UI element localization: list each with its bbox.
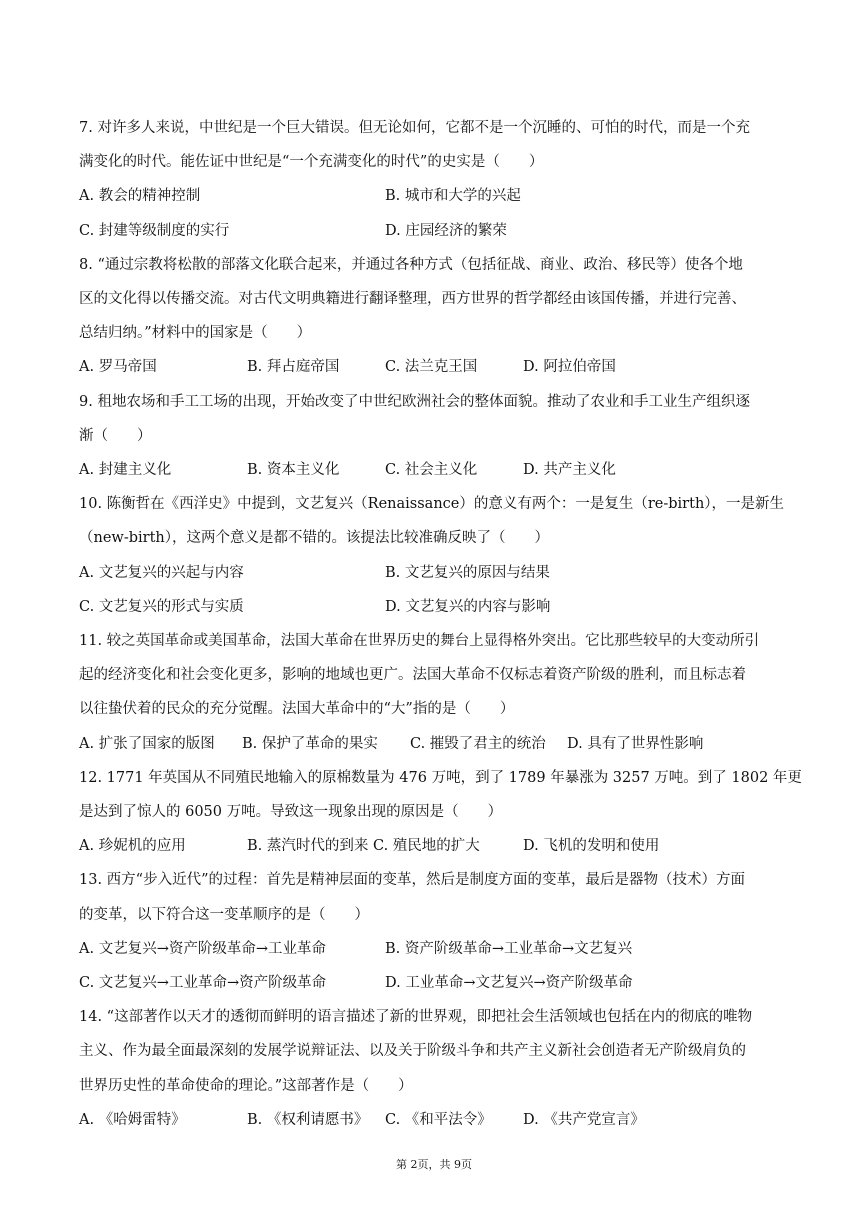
- option-d: D. 庄园经济的繁荣: [385, 222, 507, 239]
- option-d: D. 阿拉伯帝国: [523, 359, 616, 376]
- option-a: A. 罗马帝国: [79, 359, 157, 376]
- options-row: [79, 590, 789, 624]
- option-c: C. 《和平法令》: [385, 1111, 492, 1128]
- option-b: B. 拜占庭帝国: [247, 359, 340, 376]
- option-d: D. 具有了世界性影响: [567, 735, 704, 752]
- option-d: D. 共产主义化: [523, 461, 616, 478]
- option-b: B. 城市和大学的兴起: [385, 188, 521, 205]
- options-row: [79, 829, 789, 863]
- question-text: 主义、作为最全面最深刻的发展学说辩证法、以及关于阶级斗争和共产主义新社会创造者无产阶级肩负的: [79, 1043, 746, 1060]
- option-a: A. 文艺复兴的兴起与内容: [79, 564, 244, 581]
- option-a: A. 珍妮机的应用: [79, 838, 186, 855]
- question-text: 8. “通过宗教将松散的部落文化联合起来，并通过各种方式（包括征战、商业、政治、移民等）使各个地: [79, 256, 743, 273]
- question-text: 总结归纳。”材料中的国家是（ ）: [79, 325, 312, 342]
- option-c: C. 文艺复兴的形式与实质: [79, 598, 244, 615]
- question-13: [79, 863, 789, 1000]
- question-text: 11. 较之英国革命或美国革命，法国大革命在世界历史的舞台上显得格外突出。它比那些较早的大变动所引: [79, 632, 760, 649]
- option-c: C. 殖民地的扩大: [373, 838, 480, 855]
- option-c: C. 封建等级制度的实行: [79, 222, 230, 239]
- question-text: 渐（ ）: [79, 427, 152, 444]
- option-b: B. 《权利请愿书》: [247, 1111, 369, 1128]
- option-a: A. 教会的精神控制: [79, 188, 201, 205]
- options-row: [79, 556, 789, 590]
- option-d: D. 《共产党宣言》: [523, 1111, 645, 1128]
- options-row: [79, 214, 789, 248]
- question-text: 7. 对许多人来说，中世纪是一个巨大错误。但无论如何，它都不是一个沉睡的、可怕的时代，而是一个充: [79, 120, 750, 136]
- question-text: 14. “这部著作以天才的透彻而鲜明的语言描述了新的世界观，即把社会生活领域也包括在内的彻底的唯物: [79, 1009, 753, 1026]
- option-a: A. 扩张了国家的版图: [79, 735, 215, 752]
- options-row: [79, 350, 789, 384]
- option-b: B. 蒸汽时代的到来: [247, 838, 369, 855]
- question-11: [79, 624, 789, 761]
- question-10: [79, 487, 789, 624]
- question-12: [79, 761, 802, 864]
- option-d: D. 文艺复兴的内容与影响: [385, 598, 551, 615]
- question-text: 世界历史性的革命使命的理论。”这部著作是（ ）: [79, 1077, 413, 1094]
- options-row: [79, 966, 789, 1000]
- question-text: 9. 租地农场和手工工场的出现，开始改变了中世纪欧洲社会的整体面貌。推动了农业和手工业生产组织逐: [79, 393, 750, 410]
- option-c: C. 法兰克王国: [385, 359, 478, 376]
- question-text: 区的文化得以传播交流。对古代文明典籍进行翻译整理，西方世界的哲学都经由该国传播，并进行完善、: [79, 290, 746, 307]
- options-row: [79, 727, 789, 761]
- option-c: C. 摧毁了君主的统治: [410, 735, 546, 752]
- option-c: C. 文艺复兴→工业革命→资产阶级革命: [79, 974, 327, 991]
- option-a: A. 封建主义化: [79, 461, 172, 478]
- option-a: A. 《哈姆雷特》: [79, 1111, 186, 1128]
- question-text: （new-birth），这两个意义是都不错的。该提法比较准确反映了（ ）: [79, 530, 549, 547]
- page-number: 第 2页，共 9页: [396, 1158, 472, 1171]
- option-c: C. 社会主义化: [385, 461, 478, 478]
- question-text: 以往蛰伏着的民众的充分觉醒。法国大革命中的“大”指的是（ ）: [79, 701, 515, 718]
- option-b: B. 资本主义化: [247, 461, 340, 478]
- question-7: [79, 111, 789, 248]
- option-b: B. 资产阶级革命→工业革命→文艺复兴: [385, 940, 633, 957]
- option-b: B. 文艺复兴的原因与结果: [385, 564, 550, 581]
- page-footer: [0, 1156, 868, 1172]
- question-14: [79, 1000, 789, 1137]
- option-d: D. 飞机的发明和使用: [523, 838, 660, 855]
- question-text: 是达到了惊人的 6050 万吨。导致这一现象出现的原因是（ ）: [79, 803, 503, 820]
- question-text: 12. 1771 年英国从不同殖民地输入的原棉数量为 476 万吨，到了 1789 年暴涨为 3257 万吨。到了 1802 年更: [79, 769, 802, 786]
- question-text: 10. 陈衡哲在《西洋史》中提到，文艺复兴（Renaissance）的意义有两个：一是复生（re-birth），一是新生: [79, 496, 785, 513]
- options-row: [79, 1103, 789, 1137]
- option-d: D. 工业革命→文艺复兴→资产阶级革命: [385, 974, 633, 991]
- question-8: [79, 248, 789, 385]
- options-row: [79, 932, 789, 966]
- question-text: 13. 西方“步入近代”的过程：首先是精神层面的变革，然后是制度方面的变革，最后是器物（技术）方面: [79, 872, 745, 889]
- question-text: 的变革，以下符合这一变革顺序的是（ ）: [79, 906, 369, 923]
- document-body: [79, 111, 802, 1137]
- question-text: 起的经济变化和社会变化更多，影响的地域也更广。法国大革命不仅标志着资产阶级的胜利，而且标志着: [79, 667, 746, 684]
- question-text: 满变化的时代。能佐证中世纪是“一个充满变化的时代”的史实是（ ）: [79, 154, 544, 171]
- options-row: [79, 453, 789, 487]
- option-b: B. 保护了革命的果实: [242, 735, 378, 752]
- option-a: A. 文艺复兴→资产阶级革命→工业革命: [79, 940, 326, 957]
- question-9: [79, 385, 789, 488]
- options-row: [79, 179, 789, 213]
